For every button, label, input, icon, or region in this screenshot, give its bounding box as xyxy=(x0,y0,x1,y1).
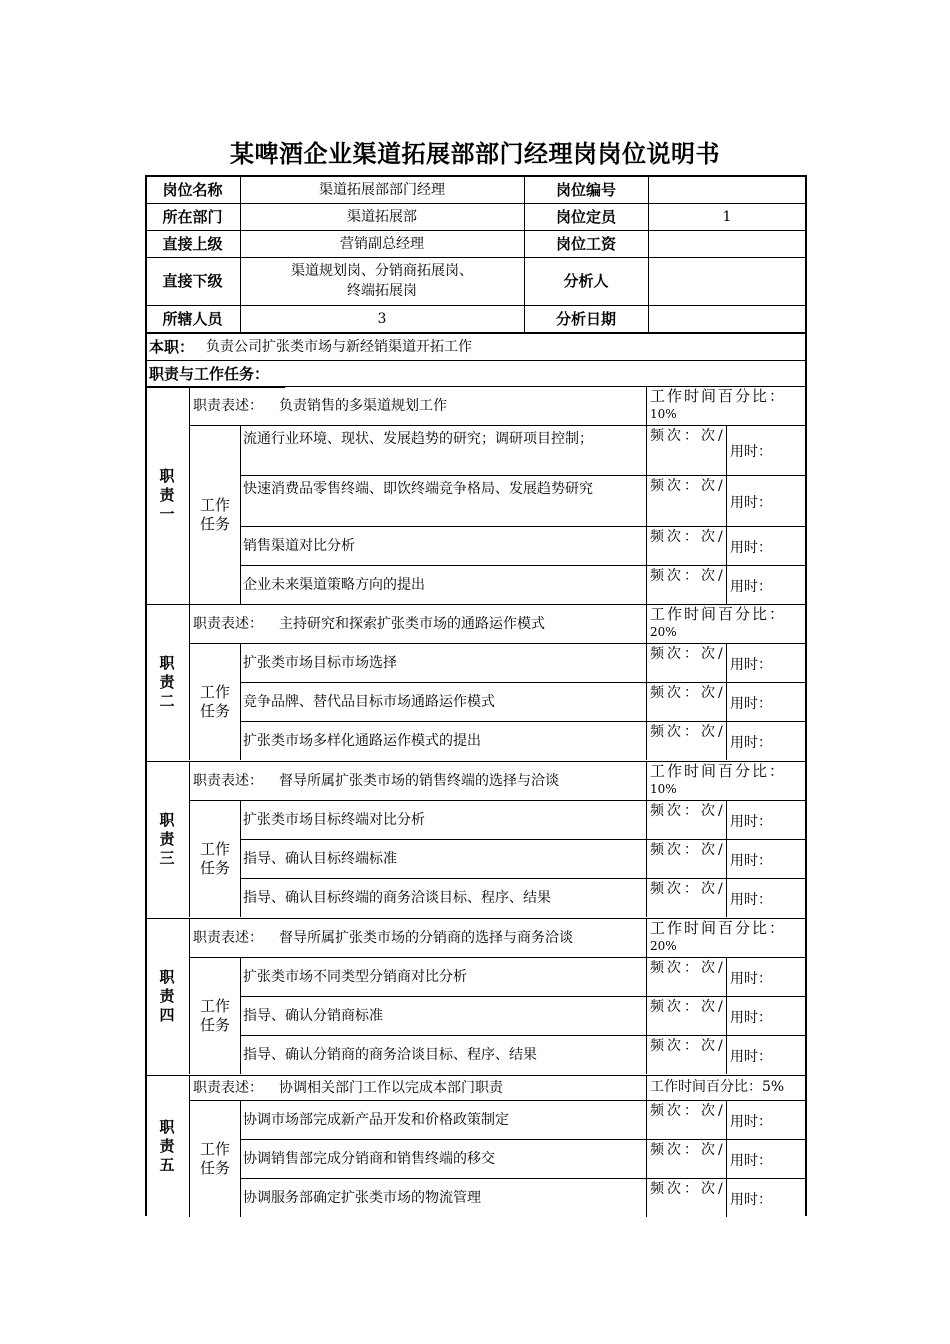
task-item: 指导、确认分销商标准 xyxy=(243,1007,383,1024)
duty-description xyxy=(193,614,545,634)
task-label xyxy=(195,1140,235,1178)
subordinate-line-1: 渠道规划岗、分销商拓展岗、 xyxy=(291,263,473,279)
work-time-percent xyxy=(650,1078,806,1096)
task-label-bottom: 任务 xyxy=(199,1015,230,1034)
duty-name-char: 职 xyxy=(159,654,175,672)
task-frequency: 频次：次/ xyxy=(650,685,726,701)
duty-name-char: 责 xyxy=(159,987,175,1005)
subordinate-line-2: 终端拓展岗 xyxy=(347,283,417,299)
task-hours: 用时： xyxy=(730,852,772,869)
superior-label: 直接上级 xyxy=(162,234,223,253)
post-no-label: 岗位编号 xyxy=(555,180,616,199)
task-hours: 用时： xyxy=(730,578,772,595)
salary-value xyxy=(648,230,806,257)
task-label xyxy=(195,840,235,878)
work-time-percent xyxy=(650,919,806,955)
task-hours: 用时： xyxy=(730,1113,772,1130)
task-label-bottom: 任务 xyxy=(199,701,230,720)
main-duty-text: 负责公司扩张类市场与新经销渠道开拓工作 xyxy=(206,338,473,355)
page-title: 某啤酒企业渠道拓展部部门经理岗岗位说明书 xyxy=(230,140,720,168)
task-item: 快速消费品零售终端、即饮终端竞争格局、发展趋势研究 xyxy=(243,481,593,497)
task-label-top: 工作 xyxy=(199,495,230,514)
tasks-header-text: 职责与工作任务： xyxy=(149,364,270,383)
task-frequency: 频次：次/ xyxy=(650,724,726,740)
task-item: 指导、确认目标终端标准 xyxy=(243,850,397,867)
salary-label: 岗位工资 xyxy=(555,234,616,253)
duty-description-text: 协调相关部门工作以完成本部门职责 xyxy=(279,1079,503,1096)
task-label-top: 工作 xyxy=(199,682,230,701)
task-label-bottom: 任务 xyxy=(199,1158,230,1177)
staff-label: 所辖人员 xyxy=(162,309,223,328)
work-time-percent-value: 20% xyxy=(650,625,677,639)
work-time-percent-label: 工作时间百分比： xyxy=(650,1079,762,1095)
task-label-bottom: 任务 xyxy=(199,858,230,877)
duty-name-char: 职 xyxy=(159,467,175,485)
task-hours: 用时： xyxy=(730,1009,772,1026)
task-label xyxy=(195,997,235,1035)
work-time-percent-value: 10% xyxy=(650,782,677,796)
duty-description-label: 职责表述： xyxy=(193,929,263,946)
duty-description-text: 负责销售的多渠道规划工作 xyxy=(279,397,447,414)
task-hours: 用时： xyxy=(730,1048,772,1065)
task-frequency: 频次：次/ xyxy=(650,881,726,897)
work-time-percent-label: 工作时间百分比： xyxy=(650,762,787,780)
work-time-percent-label: 工作时间百分比： xyxy=(650,919,787,937)
duty-name xyxy=(157,467,177,524)
duty-name-char: 二 xyxy=(159,692,175,710)
tasks-header xyxy=(145,361,445,386)
task-frequency: 频次：次/ xyxy=(650,803,726,819)
work-time-percent xyxy=(650,387,806,423)
work-time-percent-label: 工作时间百分比： xyxy=(650,387,787,405)
task-item: 扩张类市场不同类型分销商对比分析 xyxy=(243,968,467,985)
analyst-value xyxy=(648,257,806,305)
task-hours: 用时： xyxy=(730,1152,772,1169)
task-frequency: 频次：次/ xyxy=(650,842,726,858)
staff-value: 3 xyxy=(377,310,387,327)
task-frequency: 频次：次/ xyxy=(650,1103,726,1119)
duty-name-char: 责 xyxy=(159,1137,175,1155)
subordinate-value xyxy=(240,257,524,305)
task-frequency: 频次：次/ xyxy=(650,1181,726,1197)
task-item: 竞争品牌、替代品目标市场通路运作模式 xyxy=(243,693,495,710)
task-frequency: 频次：次/ xyxy=(650,1038,726,1054)
task-hours: 用时： xyxy=(730,695,772,712)
dept-value: 渠道拓展部 xyxy=(347,208,417,225)
task-hours: 用时： xyxy=(730,970,772,987)
task-frequency: 频次：次/ xyxy=(650,568,726,584)
task-item: 扩张类市场多样化通路运作模式的提出 xyxy=(243,732,481,749)
duty-name-char: 责 xyxy=(159,486,175,504)
duty-description-text: 主持研究和探索扩张类市场的通路运作模式 xyxy=(279,615,545,632)
task-hours: 用时： xyxy=(730,813,772,830)
duty-description-label: 职责表述： xyxy=(193,397,263,414)
task-frequency: 频次：次/ xyxy=(650,646,726,662)
duty-description xyxy=(193,1078,503,1098)
post-name-value: 渠道拓展部部门经理 xyxy=(319,181,445,198)
quota-label: 岗位定员 xyxy=(555,207,616,226)
work-time-percent-value: 10% xyxy=(650,407,677,421)
task-label-top: 工作 xyxy=(199,1139,230,1158)
duty-name-char: 责 xyxy=(159,830,175,848)
task-frequency: 频次：次/ xyxy=(650,428,726,444)
task-item: 协调服务部确定扩张类市场的物流管理 xyxy=(243,1189,481,1206)
duty-name-char: 职 xyxy=(159,1118,175,1136)
task-label xyxy=(195,496,235,534)
duty-name-char: 职 xyxy=(159,811,175,829)
work-time-percent-value: 5% xyxy=(762,1079,785,1095)
duty-description-label: 职责表述： xyxy=(193,1079,263,1096)
task-item: 扩张类市场目标终端对比分析 xyxy=(243,811,425,828)
quota-value: 1 xyxy=(722,208,732,225)
duty-description-label: 职责表述： xyxy=(193,615,263,632)
duty-name xyxy=(157,1118,177,1175)
duty-description-label: 职责表述： xyxy=(193,772,263,789)
work-time-percent-value: 20% xyxy=(650,939,677,953)
duty-description xyxy=(193,928,573,948)
superior-value: 营销副总经理 xyxy=(340,235,424,252)
duty-name-char: 四 xyxy=(159,1006,175,1024)
main-duty-row xyxy=(145,333,805,360)
task-hours: 用时： xyxy=(730,444,772,460)
task-item: 协调市场部完成新产品开发和价格政策制定 xyxy=(243,1111,509,1128)
duty-name-char: 一 xyxy=(159,505,175,523)
task-item: 销售渠道对比分析 xyxy=(243,537,355,554)
duty-name-char: 职 xyxy=(159,968,175,986)
duty-name-char: 五 xyxy=(159,1156,175,1174)
task-frequency: 频次：次/ xyxy=(650,960,726,976)
duty-description-text: 督导所属扩张类市场的销售终端的选择与洽谈 xyxy=(279,772,559,789)
work-time-percent xyxy=(650,605,806,641)
task-hours: 用时： xyxy=(730,734,772,751)
duty-description xyxy=(193,396,447,416)
task-hours: 用时： xyxy=(730,656,772,673)
task-frequency: 频次：次/ xyxy=(650,478,726,494)
task-item: 扩张类市场目标市场选择 xyxy=(243,654,397,671)
task-item: 企业未来渠道策略方向的提出 xyxy=(243,576,425,593)
duty-name-char: 责 xyxy=(159,673,175,691)
task-item: 指导、确认目标终端的商务洽谈目标、程序、结果 xyxy=(243,889,551,906)
subordinate-label: 直接下级 xyxy=(162,272,223,290)
task-label-top: 工作 xyxy=(199,839,230,858)
task-item: 流通行业环境、现状、发展趋势的研究；调研项目控制； xyxy=(243,431,593,447)
main-duty-label: 本职： xyxy=(149,337,195,356)
task-item: 协调销售部完成分销商和销售终端的移交 xyxy=(243,1150,495,1167)
task-hours: 用时： xyxy=(730,1191,772,1208)
task-frequency: 频次：次/ xyxy=(650,529,726,545)
task-label-top: 工作 xyxy=(199,996,230,1015)
duty-name xyxy=(157,811,177,868)
work-time-percent xyxy=(650,762,806,798)
dept-label: 所在部门 xyxy=(162,207,223,226)
analyst-label: 分析人 xyxy=(563,272,609,290)
duty-description-text: 督导所属扩张类市场的分销商的选择与商务洽谈 xyxy=(279,929,573,946)
duty-name xyxy=(157,654,177,711)
work-time-percent-label: 工作时间百分比： xyxy=(650,605,787,623)
duty-description xyxy=(193,771,559,791)
task-label-bottom: 任务 xyxy=(199,514,230,533)
post-name-label: 岗位名称 xyxy=(162,180,223,199)
task-hours: 用时： xyxy=(730,539,772,556)
duty-name xyxy=(157,968,177,1025)
task-hours: 用时： xyxy=(730,494,772,511)
task-hours: 用时： xyxy=(730,891,772,908)
post-no-value xyxy=(648,176,806,203)
duty-name-char: 三 xyxy=(159,849,175,867)
date-label: 分析日期 xyxy=(555,309,616,328)
task-frequency: 频次：次/ xyxy=(650,999,726,1015)
task-label xyxy=(195,683,235,721)
date-value xyxy=(648,305,806,332)
task-frequency: 频次：次/ xyxy=(650,1142,726,1158)
task-item: 指导、确认分销商的商务洽谈目标、程序、结果 xyxy=(243,1046,537,1063)
